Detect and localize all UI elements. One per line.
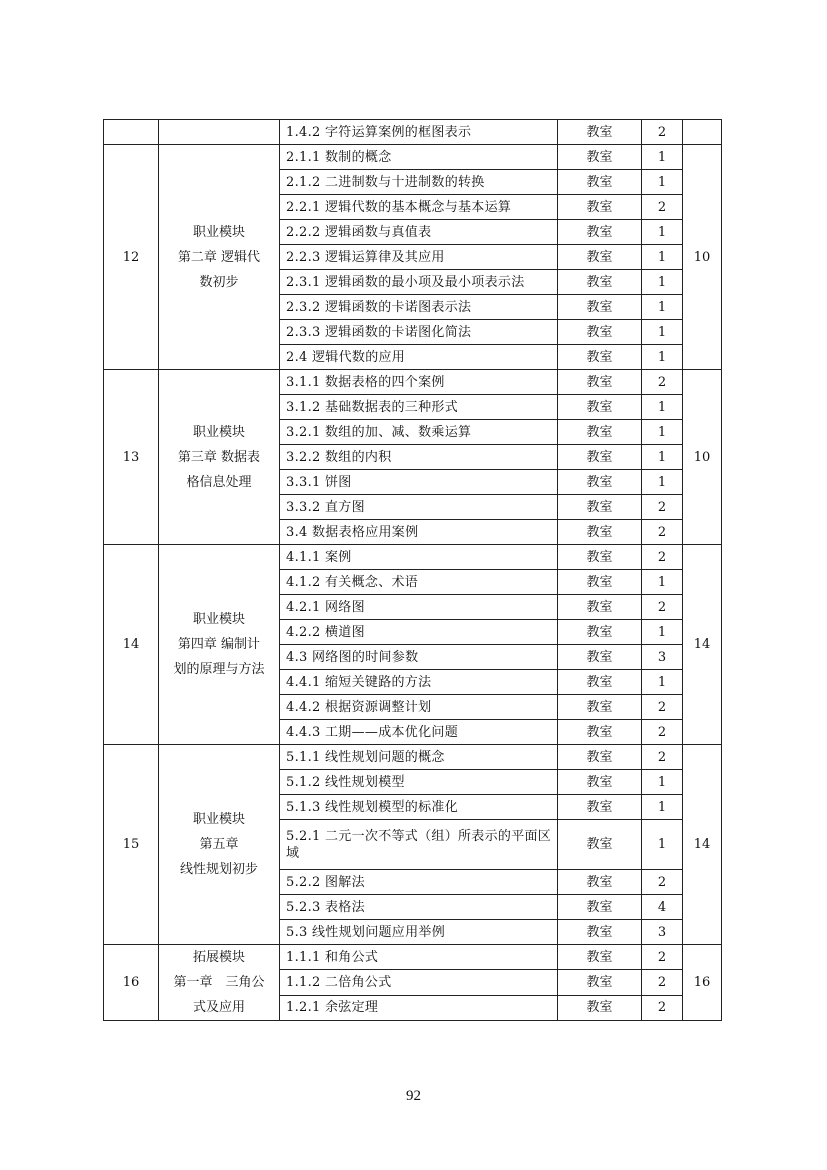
hours-cell: 1 — [642, 445, 683, 470]
topic-cell: 5.1.2 线性规划模型 — [280, 770, 558, 795]
place-cell: 教室 — [558, 795, 642, 820]
place-cell: 教室 — [558, 670, 642, 695]
hours-cell: 1 — [642, 620, 683, 645]
place-cell: 教室 — [558, 495, 642, 520]
topic-cell: 5.2.1 二元一次不等式（组）所表示的平面区域 — [280, 820, 558, 870]
hours-cell: 1 — [642, 820, 683, 870]
table-row — [104, 945, 722, 970]
topic-cell: 3.1.1 数据表格的四个案例 — [280, 370, 558, 395]
hours-cell: 2 — [642, 720, 683, 745]
lesson-number-cell: 14 — [104, 545, 159, 745]
hours-cell: 1 — [642, 470, 683, 495]
schedule-table — [103, 119, 722, 1021]
module-title-line: 式及应用 — [192, 1000, 245, 1015]
topic-cell: 3.3.1 饼图 — [280, 470, 558, 495]
topic-cell: 5.3 线性规划问题应用举例 — [280, 920, 558, 945]
place-cell: 教室 — [558, 970, 642, 995]
topic-cell: 3.2.1 数组的加、减、数乘运算 — [280, 420, 558, 445]
topic-cell: 4.1.2 有关概念、术语 — [280, 570, 558, 595]
module-title-cell — [159, 545, 280, 745]
place-cell: 教室 — [558, 645, 642, 670]
hours-cell: 2 — [642, 195, 683, 220]
place-cell: 教室 — [558, 420, 642, 445]
lesson-number-cell: 16 — [104, 945, 159, 1021]
module-title-line: 第二章 逻辑代 — [177, 249, 261, 265]
topic-cell: 1.1.2 二倍角公式 — [280, 970, 558, 995]
hours-cell: 1 — [642, 670, 683, 695]
topic-cell: 3.2.2 数组的内积 — [280, 445, 558, 470]
hours-cell: 1 — [642, 395, 683, 420]
hours-cell: 1 — [642, 770, 683, 795]
table-row — [104, 120, 722, 145]
topic-cell: 5.1.3 线性规划模型的标准化 — [280, 795, 558, 820]
hours-cell: 2 — [642, 970, 683, 995]
hours-cell: 1 — [642, 345, 683, 370]
module-title-line: 第一章 三角公 — [173, 975, 265, 990]
hours-cell: 2 — [642, 545, 683, 570]
hours-cell: 1 — [642, 170, 683, 195]
table-row — [104, 145, 722, 170]
place-cell: 教室 — [558, 320, 642, 345]
place-cell: 教室 — [558, 395, 642, 420]
place-cell: 教室 — [558, 770, 642, 795]
topic-cell: 1.1.1 和角公式 — [280, 945, 558, 970]
table-row — [104, 370, 722, 395]
place-cell: 教室 — [558, 820, 642, 870]
hours-cell: 1 — [642, 145, 683, 170]
place-cell: 教室 — [558, 170, 642, 195]
lesson-number-cell — [104, 120, 159, 145]
topic-cell: 2.2.3 逻辑运算律及其应用 — [280, 245, 558, 270]
place-cell: 教室 — [558, 445, 642, 470]
place-cell: 教室 — [558, 695, 642, 720]
place-cell: 教室 — [558, 145, 642, 170]
total-hours-cell — [683, 120, 722, 145]
place-cell: 教室 — [558, 595, 642, 620]
topic-cell: 2.2.1 逻辑代数的基本概念与基本运算 — [280, 195, 558, 220]
place-cell: 教室 — [558, 245, 642, 270]
topic-cell: 2.3.3 逻辑函数的卡诺图化简法 — [280, 320, 558, 345]
module-title-cell — [159, 945, 280, 1021]
place-cell: 教室 — [558, 570, 642, 595]
lesson-number-cell: 12 — [104, 145, 159, 370]
hours-cell: 1 — [642, 420, 683, 445]
topic-cell: 2.3.1 逻辑函数的最小项及最小项表示法 — [280, 270, 558, 295]
hours-cell: 1 — [642, 270, 683, 295]
module-title-cell — [159, 370, 280, 545]
hours-cell: 2 — [642, 595, 683, 620]
hours-cell: 1 — [642, 570, 683, 595]
hours-cell: 2 — [642, 945, 683, 970]
module-title-line: 第五章 — [199, 837, 239, 852]
place-cell: 教室 — [558, 295, 642, 320]
module-title-line: 职业模块 — [192, 612, 245, 627]
place-cell: 教室 — [558, 995, 642, 1020]
place-cell: 教室 — [558, 220, 642, 245]
topic-cell: 2.3.2 逻辑函数的卡诺图表示法 — [280, 295, 558, 320]
hours-cell: 2 — [642, 995, 683, 1020]
hours-cell: 2 — [642, 695, 683, 720]
place-cell: 教室 — [558, 745, 642, 770]
place-cell: 教室 — [558, 870, 642, 895]
topic-cell: 3.1.2 基础数据表的三种形式 — [280, 395, 558, 420]
hours-cell: 2 — [642, 745, 683, 770]
place-cell: 教室 — [558, 720, 642, 745]
place-cell: 教室 — [558, 895, 642, 920]
topic-cell: 2.4 逻辑代数的应用 — [280, 345, 558, 370]
hours-cell: 2 — [642, 870, 683, 895]
hours-cell: 1 — [642, 795, 683, 820]
module-title-cell — [159, 120, 280, 145]
topic-cell: 2.1.1 数制的概念 — [280, 145, 558, 170]
hours-cell: 2 — [642, 520, 683, 545]
module-title-line: 第四章 编制计 — [177, 637, 261, 652]
module-title-line: 职业模块 — [192, 812, 245, 827]
topic-cell: 4.3 网络图的时间参数 — [280, 645, 558, 670]
hours-cell: 3 — [642, 920, 683, 945]
topic-cell: 5.1.1 线性规划问题的概念 — [280, 745, 558, 770]
hours-cell: 3 — [642, 645, 683, 670]
topic-cell: 3.3.2 直方图 — [280, 495, 558, 520]
module-title-line: 线性规划初步 — [179, 862, 258, 877]
total-hours-cell: 10 — [683, 145, 722, 370]
hours-cell: 1 — [642, 320, 683, 345]
module-title-line: 第三章 数据表 — [177, 449, 261, 465]
topic-cell: 4.4.1 缩短关键路的方法 — [280, 670, 558, 695]
hours-cell: 1 — [642, 295, 683, 320]
page-number: 92 — [406, 1088, 421, 1104]
module-title-line: 数初步 — [199, 274, 239, 290]
table-row — [104, 745, 722, 770]
hours-cell: 4 — [642, 895, 683, 920]
total-hours-cell: 14 — [683, 745, 722, 945]
place-cell: 教室 — [558, 270, 642, 295]
topic-cell: 4.4.2 根据资源调整计划 — [280, 695, 558, 720]
place-cell: 教室 — [558, 945, 642, 970]
topic-cell: 5.2.2 图解法 — [280, 870, 558, 895]
topic-cell: 2.2.2 逻辑函数与真值表 — [280, 220, 558, 245]
module-title-line: 拓展模块 — [192, 950, 245, 965]
table-body — [104, 120, 722, 1021]
topic-cell: 4.2.1 网络图 — [280, 595, 558, 620]
topic-cell: 4.4.3 工期——成本优化问题 — [280, 720, 558, 745]
place-cell: 教室 — [558, 620, 642, 645]
place-cell: 教室 — [558, 120, 642, 145]
place-cell: 教室 — [558, 345, 642, 370]
table-row — [104, 545, 722, 570]
topic-cell: 5.2.3 表格法 — [280, 895, 558, 920]
place-cell: 教室 — [558, 470, 642, 495]
hours-cell: 2 — [642, 370, 683, 395]
module-title-line: 职业模块 — [192, 424, 245, 440]
topic-cell: 4.2.2 横道图 — [280, 620, 558, 645]
module-title-line: 职业模块 — [192, 224, 245, 240]
place-cell: 教室 — [558, 370, 642, 395]
module-title-line: 格信息处理 — [186, 474, 252, 490]
hours-cell: 2 — [642, 495, 683, 520]
topic-cell: 1.4.2 字符运算案例的框图表示 — [280, 120, 558, 145]
topic-cell: 1.2.1 余弦定理 — [280, 995, 558, 1020]
topic-cell: 2.1.2 二进制数与十进制数的转换 — [280, 170, 558, 195]
topic-cell: 3.4 数据表格应用案例 — [280, 520, 558, 545]
place-cell: 教室 — [558, 520, 642, 545]
hours-cell: 2 — [642, 120, 683, 145]
hours-cell: 1 — [642, 220, 683, 245]
total-hours-cell: 10 — [683, 370, 722, 545]
lesson-number-cell: 13 — [104, 370, 159, 545]
place-cell: 教室 — [558, 195, 642, 220]
place-cell: 教室 — [558, 545, 642, 570]
lesson-number-cell: 15 — [104, 745, 159, 945]
module-title-cell — [159, 145, 280, 370]
total-hours-cell: 16 — [683, 945, 722, 1021]
module-title-line: 划的原理与方法 — [173, 662, 265, 677]
module-title-cell — [159, 745, 280, 945]
place-cell: 教室 — [558, 920, 642, 945]
hours-cell: 1 — [642, 245, 683, 270]
total-hours-cell: 14 — [683, 545, 722, 745]
topic-cell: 4.1.1 案例 — [280, 545, 558, 570]
